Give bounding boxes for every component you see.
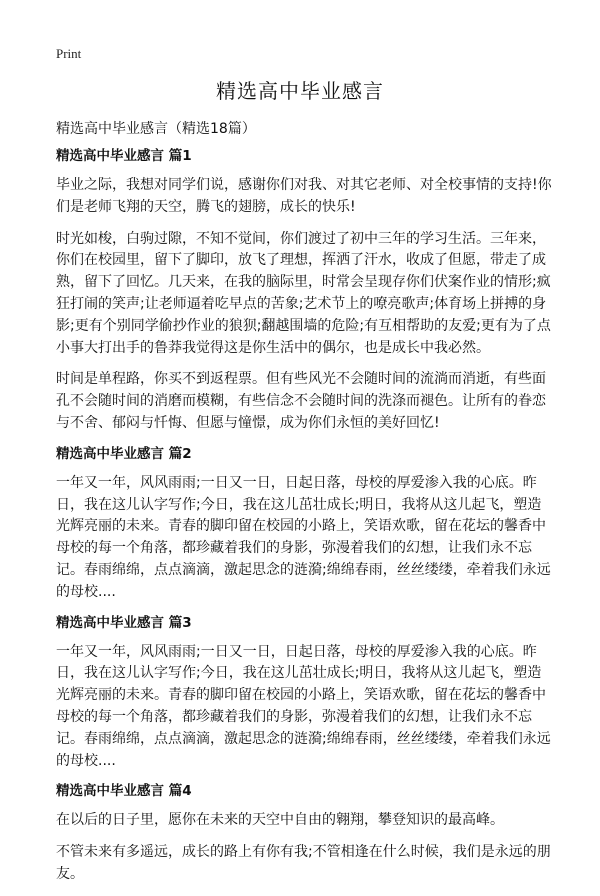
paragraph: 毕业之际，我想对同学们说，感谢你们对我、对其它老师、对全校事情的支持!你们是老师飞翔的天空，腾飞的翅膀，成长的快乐! [56,177,552,215]
section-heading: 精选高中毕业感言 篇1 [56,148,192,164]
section-heading: 精选高中毕业感言 篇2 [56,445,192,462]
paragraph: 时间是单程路，你买不到返程票。但有些风光不会随时间的流淌而消逝，有些面孔不会随时间的消磨而模糊，有些信念不会随时间的洗涤而褪色。让所有的眷恋与不舍、郁闷与忏悔、但愿与憧憬，成为你们永恒的美好回忆! [56,371,546,431]
section-heading: 精选高中毕业感言 篇3 [56,614,192,631]
document-subtitle: 精选高中毕业感言（精选18篇） [56,121,256,137]
section-3 [56,614,552,773]
paragraph: 在以后的日子里，愿你在未来的天空中自由的翱翔，攀登知识的最高峰。 [56,812,504,829]
section-4 [56,782,552,885]
paragraph: 一年又一年，风风雨雨;一日又一日，日起日落，母校的厚爱渗入我的心底。昨日，我在这儿认字写作;今日，我在这儿茁壮成长;明日，我将从这儿起飞，塑造光辉亮丽的未来。青春的脚印留在校园的小路上，笑语欢歌，留在花坛的馨香中母校的每一个角落，都珍藏着我们的身影，弥漫着我们的幻想，让我们永不忘记。春雨绵绵，点点滴滴，激起思念的涟漪;绵绵春雨，丝丝缕缕，牵着我们永远的母校.... [56,643,551,769]
section-1 [56,147,552,435]
page-title: 精选高中毕业感言 [216,79,384,103]
paragraph: 一年又一年，风风雨雨;一日又一日，日起日落，母校的厚爱渗入我的心底。昨日，我在这儿认字写作;今日，我在这儿茁壮成长;明日，我将从这儿起飞，塑造光辉亮丽的未来。青春的脚印留在校园的小路上，笑语欢歌，留在花坛的馨香中母校的每一个角落，都珍藏着我们的身影，弥漫着我们的幻想，让我们永不忘记。春雨绵绵，点点滴滴，激起思念的涟漪;绵绵春雨，丝丝缕缕，牵着我们永远的母校.... [56,474,551,600]
paragraph: 不管未来有多遥远，成长的路上有你有我;不管相逢在什么时候，我们是永远的朋友。 [56,844,551,882]
print-link[interactable]: Print [56,46,82,61]
section-2 [56,445,552,604]
section-heading: 精选高中毕业感言 篇4 [56,783,192,800]
article-body [56,147,552,896]
paragraph: 时光如梭，白驹过隙，不知不觉间，你们渡过了初中三年的学习生活。三年来，你们在校园里，留下了脚印，放飞了理想，挥洒了汗水，收成了但愿，带走了成熟，留下了回忆。几天来，在我的脑际里，时常会呈现存你们伏案作业的情形;疯狂打闹的笑声;让老师逼着吃早点的苦象;艺术节上的嘹亮歌声;体育场上拼搏的身影;更有个别同学偷抄作业的狼狈;翻越围墙的危险;有互相帮助的友爱;更有为了点小事大打出手的鲁莽我觉得这是你生活中的偶尔，也是成长中我必然。 [56,230,551,356]
